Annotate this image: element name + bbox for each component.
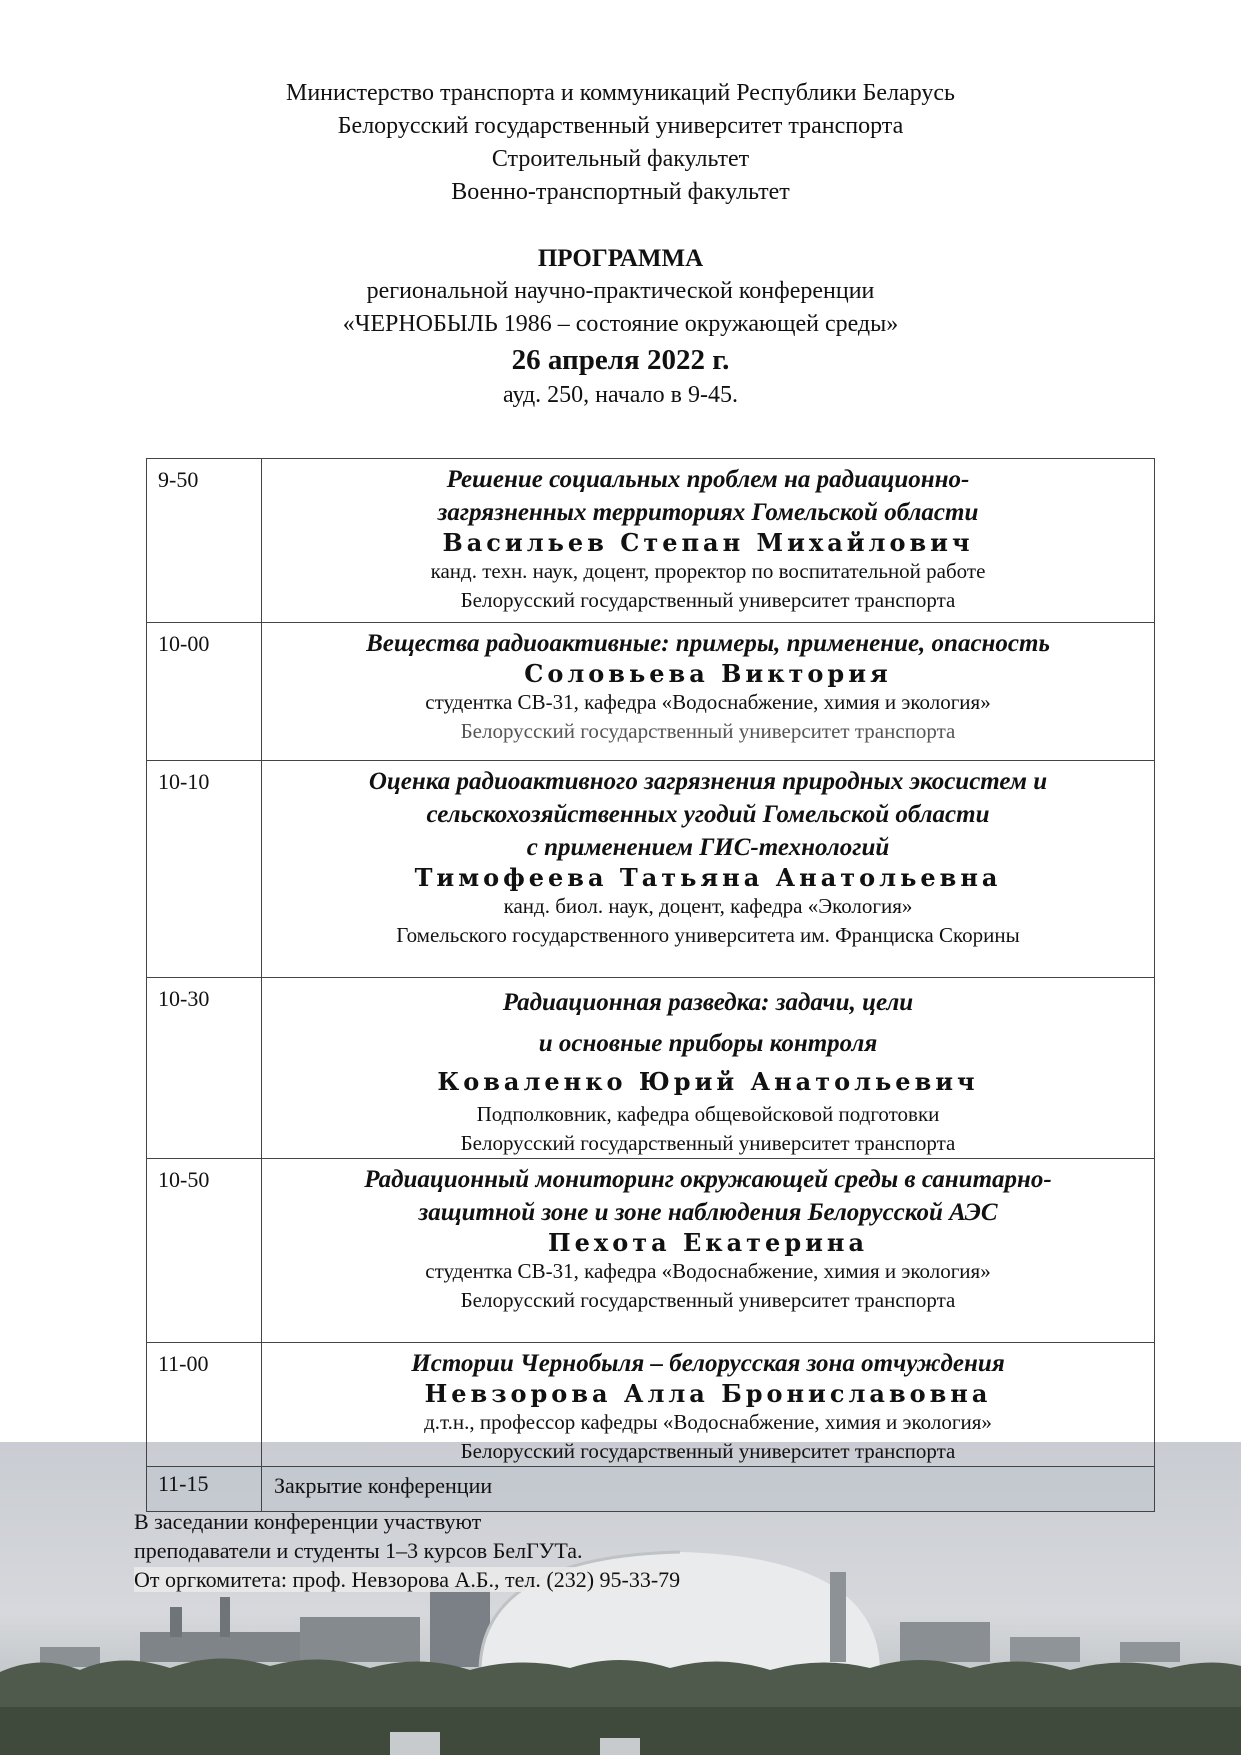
speaker-institution: Белорусский государственный университет транспорта xyxy=(460,719,956,743)
speaker-name: Пехота Екатерина xyxy=(547,1228,869,1257)
schedule-table xyxy=(146,458,1155,1512)
talk-cell xyxy=(262,978,1155,1159)
speaker-name: Невзорова Алла Брониславовна xyxy=(424,1379,992,1408)
time-cell: 11-00 xyxy=(147,1343,262,1467)
footer-note xyxy=(134,1507,680,1594)
contact-line: От оргкомитета: проф. Невзорова А.Б., тел. (232) 95-33-79 xyxy=(134,1567,681,1592)
talk-topic: Радиационный мониторинг окружающей среды в санитарно- xyxy=(364,1166,1052,1193)
time-cell: 11-15 xyxy=(147,1467,262,1512)
schedule-row xyxy=(147,459,1155,623)
talk-topic: Радиационная разведка: задачи, цели xyxy=(502,989,914,1016)
speaker-name: Соловьева Виктория xyxy=(524,659,892,688)
speaker-position: канд. техн. наук, доцент, проректор по воспитательной работе xyxy=(430,559,986,583)
program-subtitle: региональной научно-практической конференции xyxy=(366,278,875,304)
speaker-name: Тимофеева Татьяна Анатольевна xyxy=(414,863,1002,892)
faculty-line-1: Строительный факультет xyxy=(491,146,750,172)
talk-cell xyxy=(262,623,1155,761)
time-cell: 10-50 xyxy=(147,1159,262,1343)
speaker-position: студентка СВ-31, кафедра «Водоснабжение, химия и экология» xyxy=(425,1259,991,1283)
speaker-name: Васильев Степан Михайлович xyxy=(442,528,974,557)
talk-cell xyxy=(262,1159,1155,1343)
talk-topic: с применением ГИС-технологий xyxy=(526,834,890,861)
closing-label: Закрытие конференции xyxy=(262,1467,1155,1512)
talk-topic: защитной зоне и зоне наблюдения Белорусской АЭС xyxy=(418,1199,998,1226)
program-title: ПРОГРАММА xyxy=(537,245,704,272)
conference-name: «ЧЕРНОБЫЛЬ 1986 – состояние окружающей среды» xyxy=(342,311,899,337)
time-cell: 9-50 xyxy=(147,459,262,623)
schedule-row xyxy=(147,623,1155,761)
talk-cell xyxy=(262,459,1155,623)
talk-topic: сельскохозяйственных угодий Гомельской области xyxy=(426,801,990,828)
talk-topic: Истории Чернобыля – белорусская зона отчуждения xyxy=(411,1350,1005,1377)
speaker-position: д.т.н., профессор кафедры «Водоснабжение, химия и экология» xyxy=(424,1410,992,1434)
talk-topic: загрязненных территориях Гомельской области xyxy=(437,499,979,526)
speaker-name: Коваленко Юрий Анатольевич xyxy=(437,1067,979,1096)
footer-line: В заседании конференции участвуют xyxy=(134,1509,482,1534)
speaker-institution: Гомельского государственного университета им. Франциска Скорины xyxy=(396,923,1020,947)
faculty-line-2: Военно-транспортный факультет xyxy=(451,179,790,205)
speaker-institution: Белорусский государственный университет транспорта xyxy=(460,1439,956,1463)
schedule-row xyxy=(147,978,1155,1159)
closing-row xyxy=(147,1467,1155,1512)
talk-cell xyxy=(262,761,1155,978)
time-cell: 10-10 xyxy=(147,761,262,978)
speaker-position: канд. биол. наук, доцент, кафедра «Экология» xyxy=(503,894,913,918)
program-header xyxy=(0,243,1241,412)
talk-topic: и основные приборы контроля xyxy=(538,1030,878,1057)
talk-topic: Оценка радиоактивного загрязнения природных экосистем и xyxy=(368,768,1048,795)
speaker-institution: Белорусский государственный университет транспорта xyxy=(460,1131,956,1155)
conference-venue: ауд. 250, начало в 9-45. xyxy=(503,382,738,408)
talk-topic: Вещества радиоактивные: примеры, применение, опасность xyxy=(366,630,1050,657)
footer-line: преподаватели и студенты 1–3 курсов БелГУТа. xyxy=(134,1538,583,1563)
talk-cell xyxy=(262,1343,1155,1467)
time-cell: 10-30 xyxy=(147,978,262,1159)
speaker-position: Подполковник, кафедра общевойсковой подготовки xyxy=(476,1102,940,1126)
schedule-row xyxy=(147,1343,1155,1467)
conference-date: 26 апреля 2022 г. xyxy=(511,344,730,376)
organization-header xyxy=(0,77,1241,209)
schedule-row xyxy=(147,1159,1155,1343)
schedule-row xyxy=(147,761,1155,978)
speaker-institution: Белорусский государственный университет транспорта xyxy=(460,588,956,612)
time-cell: 10-00 xyxy=(147,623,262,761)
university-line: Белорусский государственный университет транспорта xyxy=(337,113,904,139)
ministry-line: Министерство транспорта и коммуникаций Республики Беларусь xyxy=(286,80,955,106)
talk-topic: Решение социальных проблем на радиационно- xyxy=(446,466,970,493)
speaker-institution: Белорусский государственный университет транспорта xyxy=(460,1288,956,1312)
speaker-position: студентка СВ-31, кафедра «Водоснабжение, химия и экология» xyxy=(425,690,991,714)
